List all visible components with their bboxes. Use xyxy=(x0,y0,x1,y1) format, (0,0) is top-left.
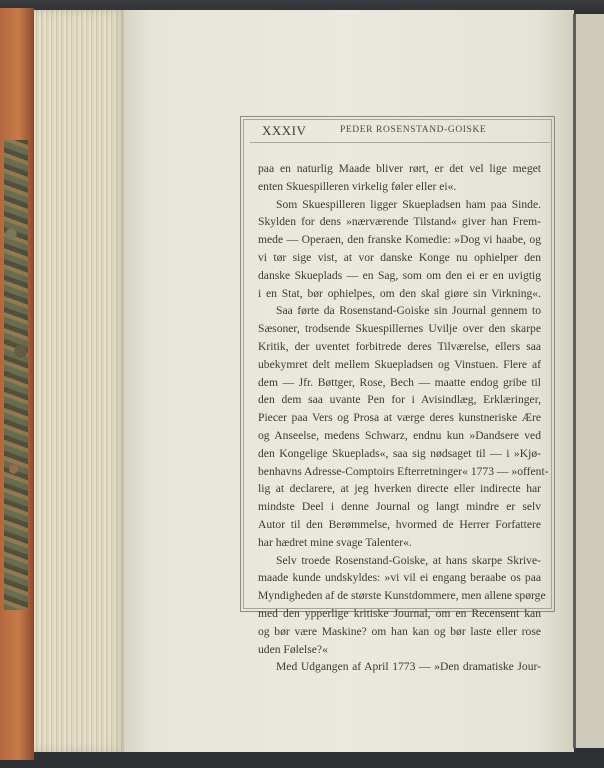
text-line: Piecer paa Vers og Prosa at værge deres kunstneriske Ære xyxy=(258,411,541,425)
text-line: Som Skuespilleren ligger Skuepladsen ham paa Sinde. xyxy=(276,197,541,211)
text-line: enten Skuespilleren virkelig føler eller ei«. xyxy=(258,179,457,193)
text-line: benhavns Adresse-Comptoirs Efterretninger« 1773 — »offent- xyxy=(258,464,549,478)
page-edges xyxy=(34,10,126,752)
text-line: dem — Jfr. Bøttger, Rose, Bech — maatte endog gribe til xyxy=(258,375,541,389)
text-line: og Anseelse, medens Schwarz, endnu kun »Dandsere ved xyxy=(258,428,541,442)
body-text xyxy=(258,160,549,676)
page-header xyxy=(262,123,550,141)
text-line: Sæsoner, trodsende Skuespillernes Uvilje over den skarpe xyxy=(258,322,541,336)
text-line: har hædret mine svage Talenter«. xyxy=(258,535,412,549)
running-head: PEDER ROSENSTAND-GOISKE xyxy=(340,125,487,135)
text-line: Skylden for dens »nærværende Tilstand« giver han Frem- xyxy=(258,215,541,229)
text-line: paa en naturlig Maade bliver rørt, er det vel lige meget xyxy=(258,162,541,175)
text-line: med den ypperlige kritiske Journal, om en Recensent kan xyxy=(258,606,541,620)
text-line: den Kongelige Skueplads«, saa sig nødsaget til — i »Kjø- xyxy=(258,446,541,460)
text-line: Autor til den Berømmelse, hvormed de Herrer Forfattere xyxy=(258,517,541,531)
page-number: XXXIV xyxy=(262,123,307,138)
header-rule xyxy=(250,142,550,143)
text-line: Med Udgangen af April 1773 — »Den dramatiske Jour- xyxy=(276,660,541,674)
text-line: Selv troede Rosenstand-Goiske, at hans skarpe Skrive- xyxy=(276,553,541,567)
text-line: mindste Deel i denne Journal og langt mindre er selv xyxy=(258,500,541,514)
text-line: Myndigheden af de største Kunstdommere, men allene spørge xyxy=(258,589,546,603)
marbled-endpaper xyxy=(4,140,28,610)
text-line: ubekymret delt mellem Skuepladsen og Vinstuen. Flere af xyxy=(258,357,541,371)
text-line: og bør være Maskine? om han kan og bør laste eller rose xyxy=(258,624,541,638)
text-line: den dem saa uvante Pen for i Avisindlæg, Erklæringer, xyxy=(258,393,541,407)
text-line: vi tør sige vist, at vor danske Konge nu ophielper den xyxy=(258,250,541,264)
text-line: danske Skueplads — en Sag, som om den ei er en uvigtig xyxy=(258,268,541,282)
text-line: Saa førte da Rosenstand-Goiske sin Journal gennem to xyxy=(276,304,541,318)
text-line: mede — Operaen, den franske Komedie: »Dog vi haabe, og xyxy=(258,233,541,247)
text-line: i en Stat, bør ophielpes, om den skal giøre sin Virkning«. xyxy=(258,286,541,300)
text-line: maade kunde undskyldes: »vi vil ei engang beraabe os paa xyxy=(258,571,541,585)
opposite-page-edge xyxy=(573,14,604,748)
text-line: lig at declarere, at jeg hverken directe eller indirecte har xyxy=(258,482,541,496)
text-line: uden Følelse?« xyxy=(258,642,328,656)
text-line: Kritik, der uventet forbitrede deres Tilværelse, ellers saa xyxy=(258,339,541,353)
